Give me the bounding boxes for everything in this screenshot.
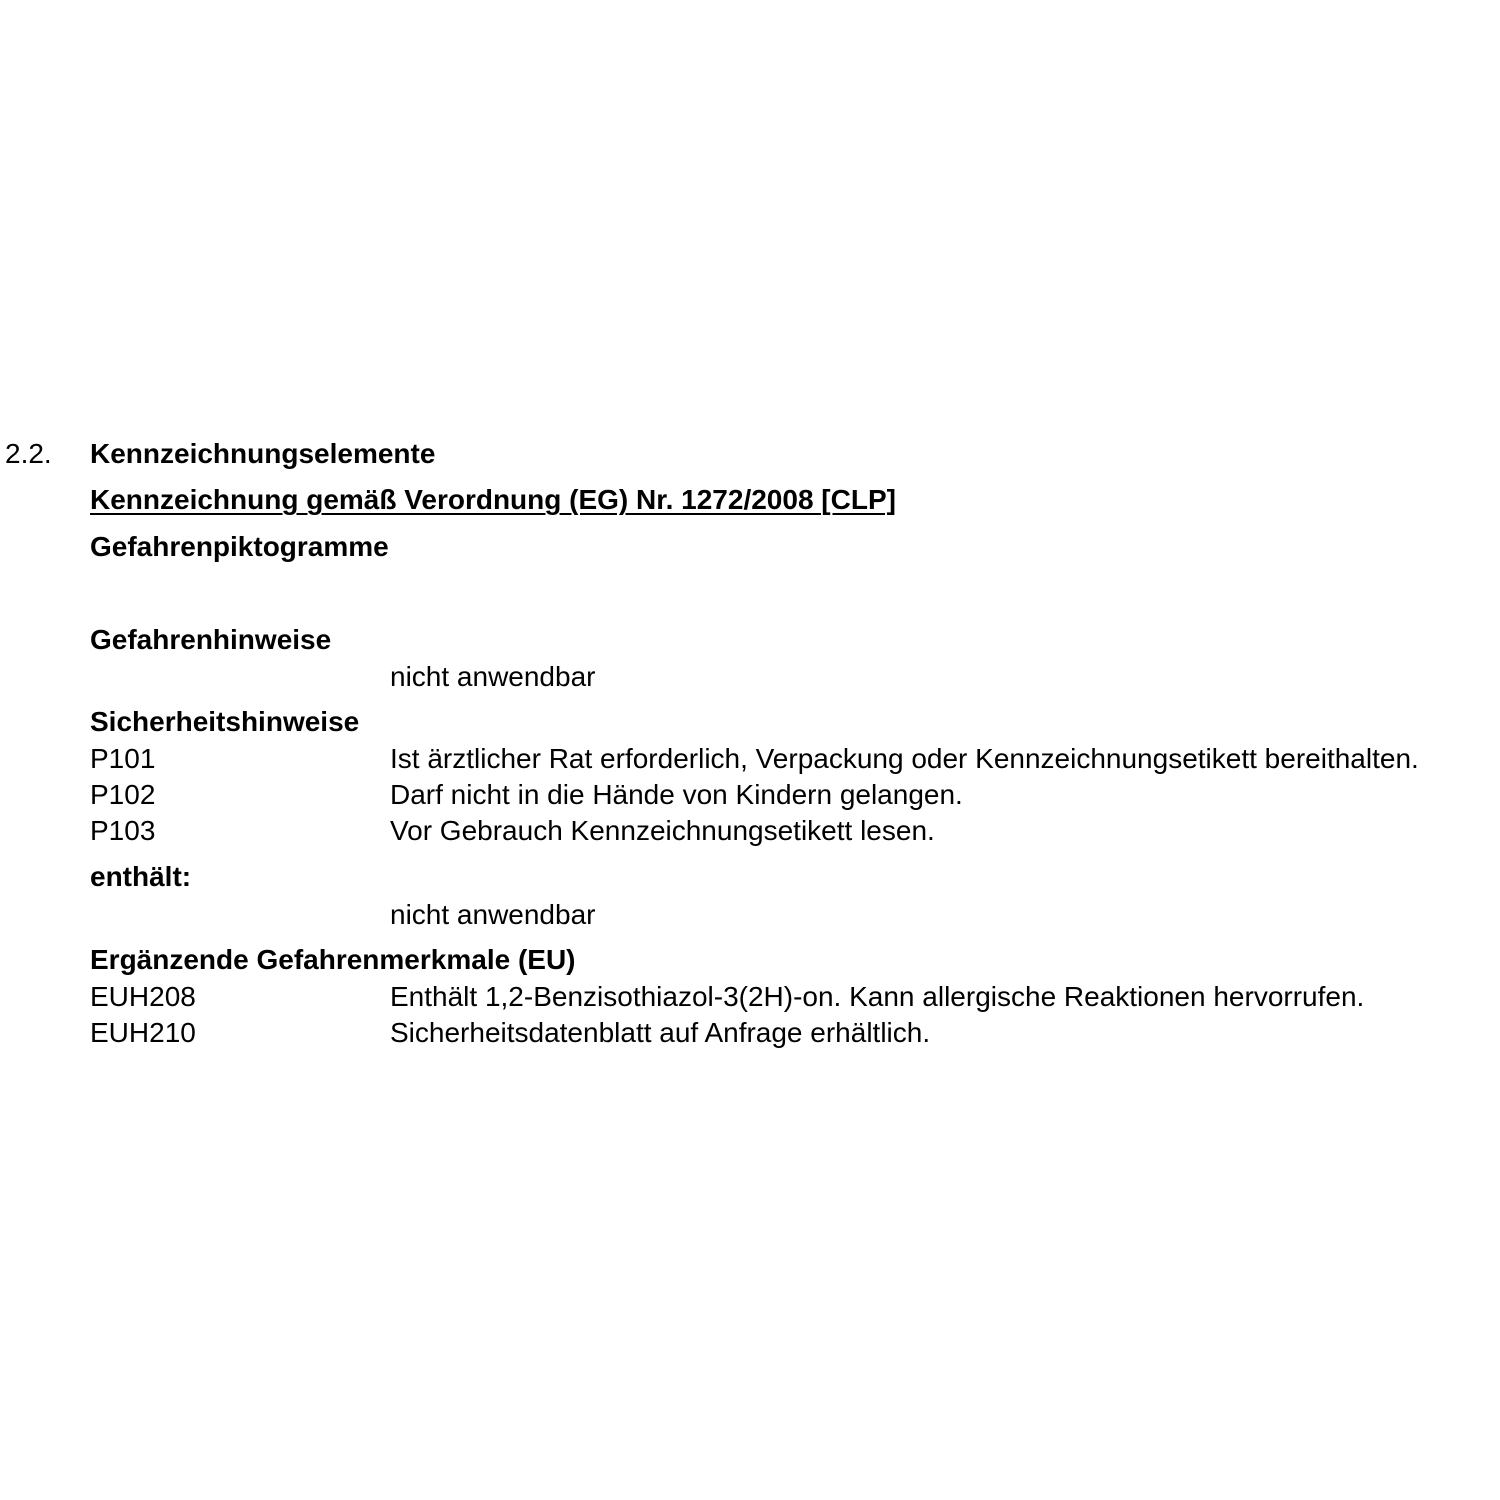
precautionary-text: Vor Gebrauch Kennzeichnungsetikett lesen. <box>390 815 935 846</box>
supplemental-code: EUH210 <box>90 1017 196 1048</box>
precautionary-heading: Sicherheitshinweise <box>90 706 360 737</box>
contains-value: nicht anwendbar <box>390 899 596 930</box>
hazard-statements-heading: Gefahrenhinweise <box>90 624 332 655</box>
supplemental-code: EUH208 <box>90 981 196 1012</box>
supplemental-text: Enthält 1,2-Benzisothiazol-3(2H)-on. Kann allergische Reaktionen hervorrufen. <box>390 981 1365 1012</box>
precautionary-code: P103 <box>90 815 156 846</box>
precautionary-code: P102 <box>90 779 156 810</box>
precautionary-text: Darf nicht in die Hände von Kindern gelangen. <box>390 779 963 810</box>
section-number: 2.2. <box>5 438 52 469</box>
precautionary-text: Ist ärztlicher Rat erforderlich, Verpackung oder Kennzeichnungsetikett bereithalten. <box>390 743 1419 774</box>
section-title: Kennzeichnungselemente <box>90 438 436 469</box>
contains-heading: enthält: <box>90 861 192 892</box>
supplemental-text: Sicherheitsdatenblatt auf Anfrage erhältlich. <box>390 1017 931 1048</box>
hazard-statements-value: nicht anwendbar <box>390 661 596 692</box>
pictograms-heading: Gefahrenpiktogramme <box>90 531 389 562</box>
section-subtitle: Kennzeichnung gemäß Verordnung (EG) Nr. 1272/2008 [CLP] <box>90 484 896 515</box>
precautionary-code: P101 <box>90 743 156 774</box>
supplemental-heading: Ergänzende Gefahrenmerkmale (EU) <box>90 944 576 975</box>
